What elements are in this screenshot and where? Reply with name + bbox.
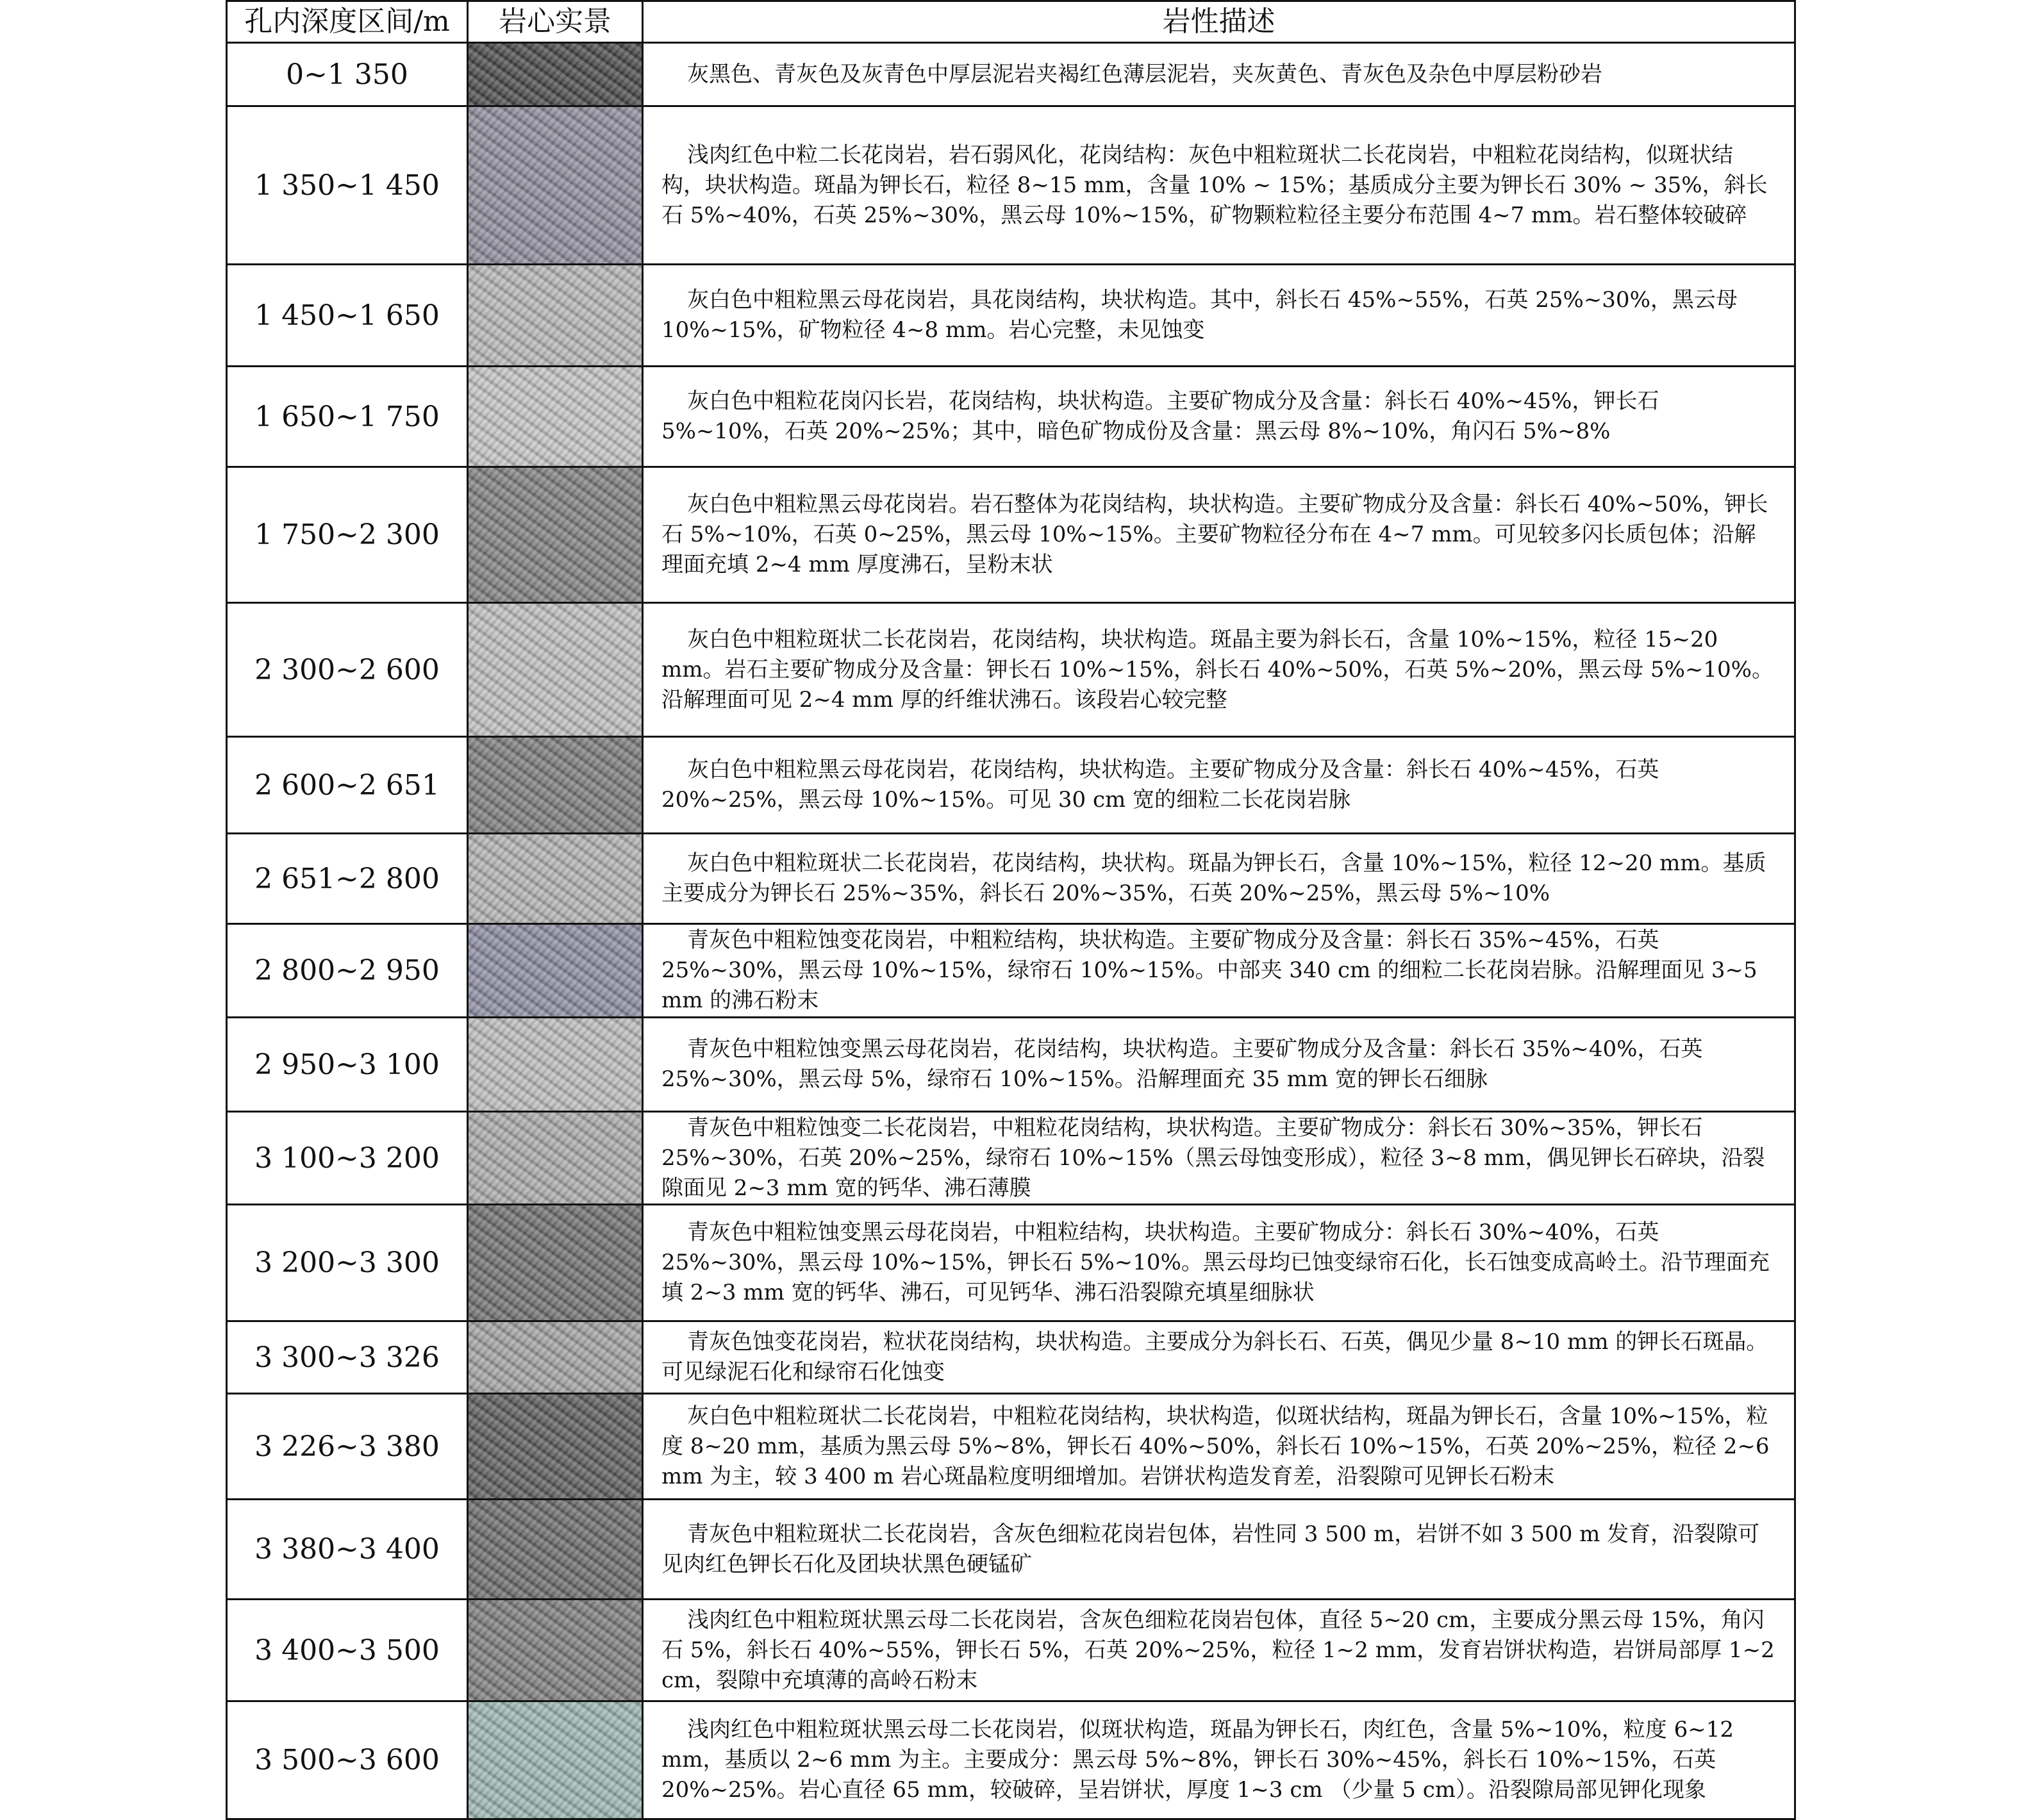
core-photo-cell [468, 1701, 643, 1819]
depth-interval: 2 300~2 600 [227, 603, 468, 737]
core-photo-cell [468, 834, 643, 924]
core-photo [469, 1394, 642, 1498]
depth-interval: 3 380~3 400 [227, 1500, 468, 1600]
header-description: 岩性描述 [643, 1, 1795, 43]
depth-interval: 1 450~1 650 [227, 265, 468, 367]
core-photo [469, 738, 642, 832]
core-photo [469, 1205, 642, 1320]
depth-interval: 3 300~3 326 [227, 1321, 468, 1394]
lithology-description-cell [643, 1600, 1795, 1701]
lithology-description: 浅肉红色中粒二长花岗岩，岩石弱风化，花岗结构：灰色中粗粒斑状二长花岗岩，中粗粒花岗结构，似斑状结构，块状构造。斑晶为钾长石，粒径 8~15 mm，含量 10% ~ 15%；基质成分主要为钾长石 30% ~ 35%，斜长石 5%~40%，石英 25%~30%，黑云母 10%~15%，矿物颗粒粒径主要分布范围 4~7 mm。岩石整体较破碎 [661, 142, 1768, 228]
depth-interval: 2 600~2 651 [227, 737, 468, 834]
lithology-description-cell [643, 737, 1795, 834]
lithology-description-cell [643, 43, 1795, 106]
depth-interval: 3 400~3 500 [227, 1600, 468, 1701]
core-photo-cell [468, 1321, 643, 1394]
core-photo [469, 925, 642, 1016]
depth-interval: 2 651~2 800 [227, 834, 468, 924]
core-photo-cell [468, 737, 643, 834]
lithology-description: 灰白色中粗粒斑状二长花岗岩，中粗粒花岗结构，块状构造，似斑状结构，斑晶为钾长石，含量 10%~15%，粒度 8~20 mm，基质为黑云母 5%~8%，钾长石 40%~50%，斜长石 10%~15%，石英 20%~25%，粒径 2~6 mm 为主，较 3 400 m 岩心斑晶粒度明细增加。岩饼状构造发育差，沿裂隙可见钾长石粉末 [661, 1403, 1770, 1489]
lithology-description-cell [643, 1701, 1795, 1819]
table-row [227, 1701, 1795, 1819]
table-row [227, 367, 1795, 467]
depth-interval: 1 350~1 450 [227, 106, 468, 265]
lithology-description-cell [643, 467, 1795, 603]
core-photo-cell [468, 924, 643, 1018]
table-row [227, 737, 1795, 834]
core-photo [469, 107, 642, 263]
header-core-photo: 岩心实景 [468, 1, 643, 43]
lithology-description-cell [643, 1018, 1795, 1112]
core-photo [469, 44, 642, 105]
lithology-description-cell [643, 834, 1795, 924]
core-photo [469, 834, 642, 923]
core-photo [469, 1322, 642, 1393]
core-photo-cell [468, 1205, 643, 1321]
core-photo [469, 1600, 642, 1700]
lithology-description-cell [643, 1112, 1795, 1205]
depth-interval: 3 500~3 600 [227, 1701, 468, 1819]
depth-interval: 2 950~3 100 [227, 1018, 468, 1112]
table-row [227, 603, 1795, 737]
table-row [227, 1600, 1795, 1701]
core-photo [469, 367, 642, 466]
core-photo-cell [468, 1600, 643, 1701]
core-photo [469, 1018, 642, 1111]
lithology-description: 青灰色中粗粒蚀变黑云母花岗岩，花岗结构，块状构造。主要矿物成分及含量：斜长石 35%~40%，石英 25%~30%，黑云母 5%，绿帘石 10%~15%。沿解理面充 35 mm 宽的钾长石细脉 [661, 1036, 1703, 1092]
lithology-description-cell [643, 1394, 1795, 1500]
table-row [227, 43, 1795, 106]
table-row [227, 265, 1795, 367]
core-photo-cell [468, 1112, 643, 1205]
core-photo-cell [468, 43, 643, 106]
lithology-description: 灰白色中粗粒斑状二长花岗岩，花岗结构，块状构造。斑晶主要为斜长石，含量 10%~15%，粒径 15~20 mm。岩石主要矿物成分及含量：钾长石 10%~15%，斜长石 40%~50%，石英 5%~20%，黑云母 5%~10%。沿解理面可见 2~4 mm 厚的纤维状沸石。该段岩心较完整 [661, 626, 1774, 713]
core-photo-cell [468, 106, 643, 265]
table-row [227, 1018, 1795, 1112]
lithology-description-cell [643, 1500, 1795, 1600]
lithology-description: 青灰色中粗粒蚀变黑云母花岗岩，中粗粒结构，块状构造。主要矿物成分：斜长石 30%~40%，石英 25%~30%，黑云母 10%~15%，钾长石 5%~10%。黑云母均已蚀变绿帘石化，长石蚀变成高岭土。沿节理面充填 2~3 mm 宽的钙华、沸石，可见钙华、沸石沿裂隙充填星细脉状 [661, 1220, 1770, 1305]
lithology-description: 灰白色中粗粒斑状二长花岗岩，花岗结构，块状构。斑晶为钾长石，含量 10%~15%，粒径 12~20 mm。基质主要成分为钾长石 25%~35%，斜长石 20%~35%，石英 20%~25%，黑云母 5%~10% [661, 850, 1766, 906]
lithology-description: 青灰色中粗粒蚀变二长花岗岩，中粗粒花岗结构，块状构造。主要矿物成分：斜长石 30%~35%，钾长石 25%~30%，石英 20%~25%，绿帘石 10%~15%（黑云母蚀变形成），粒径 3~8 mm，偶见钾长石碎块，沿裂隙面见 2~3 mm 宽的钙华、沸石薄膜 [661, 1114, 1765, 1201]
depth-interval: 1 750~2 300 [227, 467, 468, 603]
table-row [227, 1321, 1795, 1394]
lithology-description-cell [643, 603, 1795, 737]
lithology-description: 青灰色蚀变花岗岩，粒状花岗结构，块状构造。主要成分为斜长石、石英，偶见少量 8~10 mm 的钾长石斑晶。可见绿泥石化和绿帘石化蚀变 [661, 1329, 1768, 1385]
table-row [227, 924, 1795, 1018]
depth-interval: 0~1 350 [227, 43, 468, 106]
table-row [227, 1205, 1795, 1321]
table-row [227, 834, 1795, 924]
lithology-description: 青灰色中粗粒斑状二长花岗岩，含灰色细粒花岗岩包体，岩性同 3 500 m，岩饼不如 3 500 m 发育，沿裂隙可见肉红色钾长石化及团块状黑色硬锰矿 [661, 1521, 1760, 1577]
core-photo [469, 1113, 642, 1204]
depth-interval: 3 100~3 200 [227, 1112, 468, 1205]
lithology-description-cell [643, 1321, 1795, 1394]
core-photo [469, 1702, 642, 1818]
table-row [227, 1112, 1795, 1205]
lithology-description: 灰白色中粗粒黑云母花岗岩，花岗结构，块状构造。主要矿物成分及含量：斜长石 40%~45%，石英 20%~25%，黑云母 10%~15%。可见 30 cm 宽的细粒二长花岗岩脉 [661, 757, 1659, 813]
table-row [227, 467, 1795, 603]
lithology-description: 浅肉红色中粗粒斑状黑云母二长花岗岩，含灰色细粒花岗岩包体，直径 5~20 cm，主要成分黑云母 15%，角闪石 5%，斜长石 40%~55%，钾长石 5%，石英 20%~25%，粒径 1~2 mm，发育岩饼状构造，岩饼局部厚 1~2 cm，裂隙中充填薄的高岭石粉末 [661, 1607, 1775, 1693]
lithology-description-cell [643, 106, 1795, 265]
core-photo-cell [468, 1394, 643, 1500]
lithology-description: 灰白色中粗粒黑云母花岗岩。岩石整体为花岗结构，块状构造。主要矿物成分及含量：斜长石 40%~50%，钾长石 5%~10%，石英 0~25%，黑云母 10%~15%。主要矿物粒径分布在 4~7 mm。可见较多闪长质包体；沿解理面充填 2~4 mm 厚度沸石，呈粉末状 [661, 492, 1768, 577]
core-photo-cell [468, 467, 643, 603]
core-photo-cell [468, 1018, 643, 1112]
table-row [227, 1500, 1795, 1600]
core-photo [469, 265, 642, 365]
core-photo-cell [468, 265, 643, 367]
core-photo [469, 468, 642, 602]
core-photo-cell [468, 603, 643, 737]
depth-interval: 2 800~2 950 [227, 924, 468, 1018]
core-photo [469, 604, 642, 736]
core-photo-cell [468, 1500, 643, 1600]
lithology-description-cell [643, 265, 1795, 367]
lithology-description: 青灰色中粗粒蚀变花岗岩，中粗粒结构，块状构造。主要矿物成分及含量：斜长石 35%~45%，石英25%~30%，黑云母 10%~15%，绿帘石 10%~15%。中部夹 340 cm 的细粒二长花岗岩脉。沿解理面见 3~5 mm 的沸石粉末 [661, 927, 1757, 1013]
table-row [227, 1394, 1795, 1500]
lithology-description: 灰黑色、青灰色及灰青色中厚层泥岩夹褐红色薄层泥岩，夹灰黄色、青灰色及杂色中厚层粉砂岩 [687, 61, 1602, 87]
lithology-description: 灰白色中粗粒花岗闪长岩，花岗结构，块状构造。主要矿物成分及含量：斜长石 40%~45%，钾长石 5%~10%，石英 20%~25%；其中，暗色矿物成份及含量：黑云母 8%~10%，角闪石 5%~8% [661, 388, 1659, 444]
lithology-description-cell [643, 1205, 1795, 1321]
lithology-description: 灰白色中粗粒黑云母花岗岩，具花岗结构，块状构造。其中，斜长石 45%~55%，石英 25%~30%，黑云母 10%~15%，矿物粒径 4~8 mm。岩心完整，未见蚀变 [661, 287, 1738, 343]
lithology-table [226, 0, 1796, 1820]
header-depth: 孔内深度区间/m [227, 1, 468, 43]
table-header-row [227, 1, 1795, 43]
depth-interval: 3 200~3 300 [227, 1205, 468, 1321]
depth-interval: 3 226~3 380 [227, 1394, 468, 1500]
lithology-description: 浅肉红色中粗粒斑状黑云母二长花岗岩，似斑状构造，斑晶为钾长石，肉红色，含量 5%~10%，粒度 6~12 mm，基质以 2~6 mm 为主。主要成分：黑云母 5%~8%，钾长石 30%~45%，斜长石 10%~15%，石英 20%~25%。岩心直径 65 mm，较破碎，呈岩饼状，厚度 1~3 cm （少量 5 cm）。沿裂隙局部见钾化现象 [661, 1717, 1734, 1803]
lithology-description-cell [643, 367, 1795, 467]
table-row [227, 106, 1795, 265]
depth-interval: 1 650~1 750 [227, 367, 468, 467]
core-photo [469, 1500, 642, 1598]
core-photo-cell [468, 367, 643, 467]
lithology-description-cell [643, 924, 1795, 1018]
